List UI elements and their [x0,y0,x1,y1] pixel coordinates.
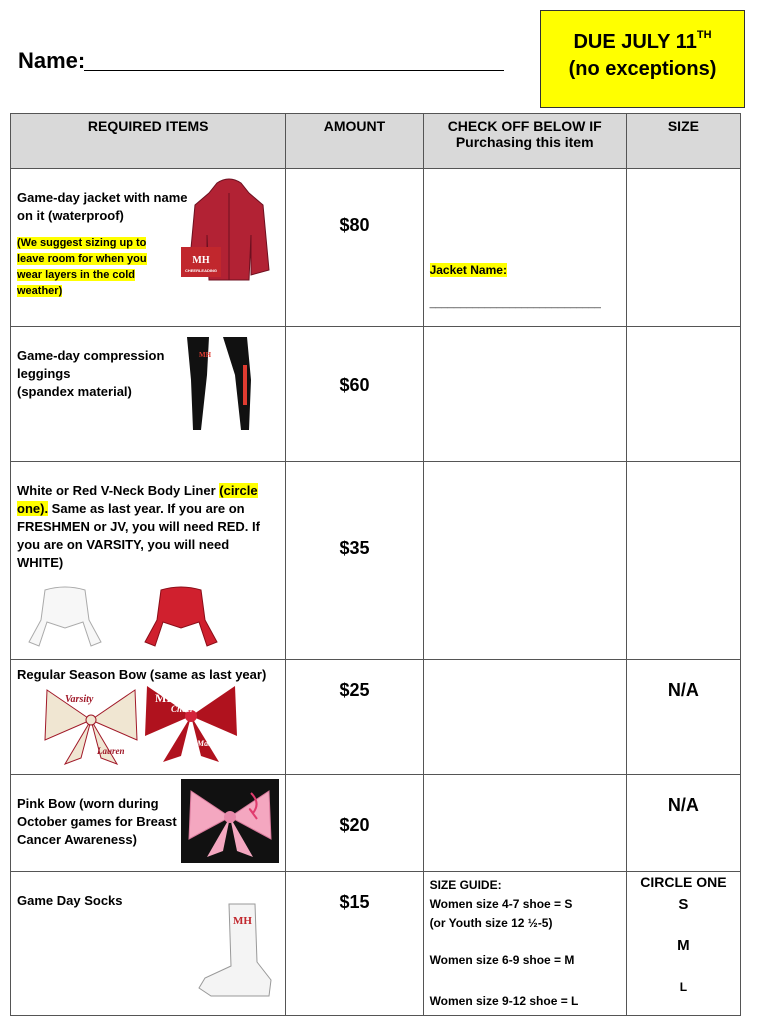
table-row [11,775,741,872]
amount-cell [286,775,423,872]
item-description: Pink Bow (worn during October games for Breast Cancer Awareness) [17,796,177,847]
pink-bow-image [181,779,279,863]
table-row [11,327,741,462]
item-cell [11,872,286,1016]
socks-image [191,902,281,1002]
table-row [11,169,741,327]
size-cell[interactable] [626,462,740,660]
item-description: Regular Season Bow (same as last year) [17,667,267,682]
check-cell[interactable] [423,169,626,327]
white-liner-image [25,580,105,650]
circle-one-label: CIRCLE ONE [640,874,727,890]
name-label: Name: [18,48,86,73]
item-note: (We suggest sizing up to leave room for when you wear layers in the cold weather) [17,237,147,297]
bow-varsity-text: Varsity [65,694,94,705]
jacket-name-line[interactable]: ____________________________ [429,297,601,309]
size-option-m[interactable]: M [677,937,690,954]
item-description: Game Day Socks [17,893,123,908]
jacket-image [179,175,274,287]
mh-cheer-bow-image [141,680,241,766]
table-row [11,872,741,1016]
item-amount: $15 [339,892,370,912]
check-cell[interactable] [423,775,626,872]
size-cell[interactable] [626,327,740,462]
bow-mh-text: MH [155,691,176,705]
due-date-suffix: TH [696,29,712,41]
size-na: N/A [667,680,699,700]
amount-cell [286,660,423,775]
size-guide-cell [423,872,626,1016]
item-amount: $25 [339,680,370,700]
sock-logo: MH [233,915,252,927]
header-size: SIZE [626,114,740,169]
jacket-badge-subtext: CHEERLEADING [184,268,218,273]
header-required-items: REQUIRED ITEMS [11,114,286,169]
header-check-off: CHECK OFF BELOW IF Purchasing this item [423,114,626,169]
red-liner-image [141,580,221,650]
item-amount: $20 [339,815,370,835]
amount-cell [286,462,423,660]
varsity-bow-image [41,684,141,766]
leggings-image [179,335,259,435]
header-amount: AMOUNT [286,114,423,169]
item-cell [11,169,286,327]
amount-cell [286,872,423,1016]
item-amount: $35 [339,538,370,558]
size-guide-small: Women size 4-7 shoe = S [429,897,573,911]
size-guide-youth: (or Youth size 12 ½-5) [429,916,553,930]
size-na: N/A [667,795,699,815]
bow-cheer-text: Cheer [171,704,194,714]
due-date-box [540,10,745,108]
size-cell [626,775,740,872]
size-guide-medium: Women size 6-9 shoe = M [429,953,575,967]
check-cell[interactable] [423,462,626,660]
name-line[interactable] [84,70,504,71]
item-description: White or Red V-Neck Body Liner (circle one). Same as last year. If you are on FRESHMEN or JV, you will need RED. If you are on VARSITY, you will need WHITE) [17,483,260,570]
table-header-row [11,114,741,169]
table-row [11,462,741,660]
item-amount: $60 [339,375,370,395]
amount-cell [286,169,423,327]
size-cell[interactable] [626,169,740,327]
item-cell [11,327,286,462]
item-amount: $80 [339,215,370,235]
check-cell[interactable] [423,327,626,462]
item-cell [11,775,286,872]
table-row [11,660,741,775]
leggings-logo: MH [199,351,212,359]
jacket-badge-text: MH [192,255,210,266]
size-option-s[interactable]: S [678,896,689,913]
item-cell [11,660,286,775]
due-date-text: DUE JULY 11 [573,31,697,53]
size-guide-large: Women size 9-12 shoe = L [429,994,579,1008]
jacket-name-label: Jacket Name: [429,263,507,277]
size-guide-title: SIZE GUIDE: [429,878,502,892]
item-description: Game-day compression leggings [17,348,165,381]
due-note: (no exceptions) [568,58,717,80]
amount-cell [286,327,423,462]
item-description: Game-day jacket with name on it (waterproof) [17,190,188,223]
item-cell [11,462,286,660]
item-description-2: (spandex material) [17,384,132,399]
size-option-l[interactable]: L [679,980,688,994]
size-cell [626,660,740,775]
size-guide [424,872,626,1015]
bow-madison-text: Madison [197,739,226,748]
size-cell [626,872,740,1016]
check-cell[interactable] [423,660,626,775]
items-table [10,113,741,1016]
bow-name-text: Lauren [97,746,125,756]
